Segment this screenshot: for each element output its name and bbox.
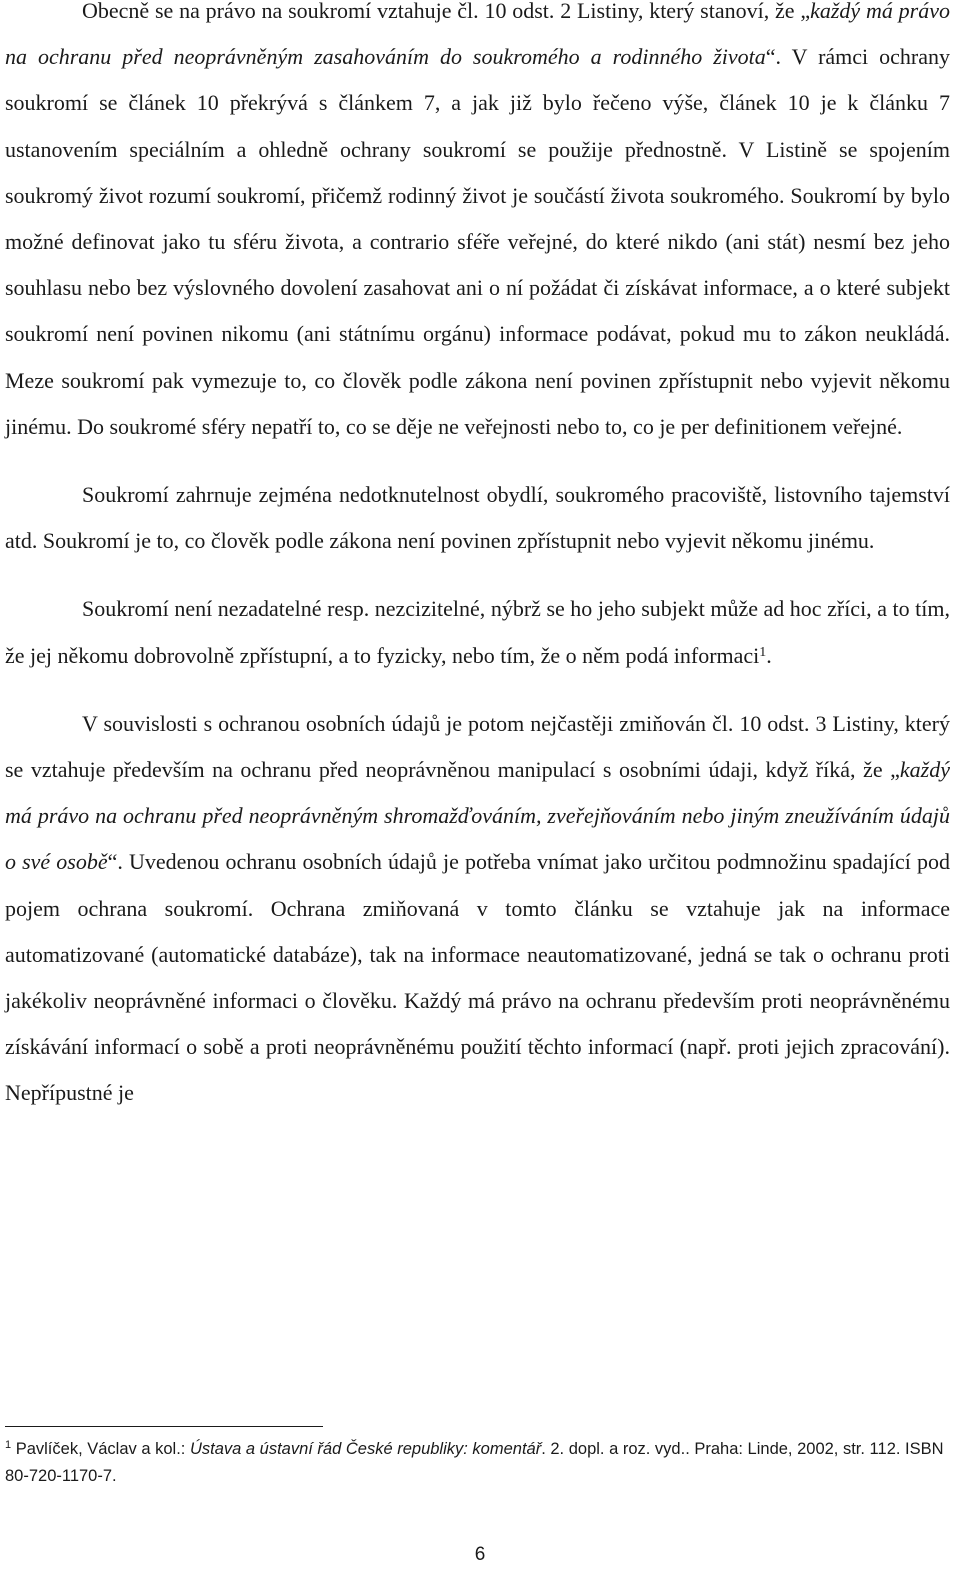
paragraph-text: “. Uvedenou ochranu osobních údajů je potřeba vnímat jako určitou podmnožinu spadající pod pojem ochrana soukromí. Ochrana zmiňovaná v tomto článku se vztahuje jak na informace automatizované (automatické databáze), tak na informace neautomatizované, jedná se tak o ochranu proti jakékoliv neoprávněné informaci o člověku. Každý má právo na ochranu především proti neoprávněnému získávání informací o sobě a proti neoprávněnému použití těchto informací (např. proti jejich zpracování). Nepřípustné je xyxy=(5,849,950,1106)
paragraph-text: “. V rámci ochrany soukromí se článek 10 překrývá s článkem 7, a jak již bylo řečeno výše, článek 10 je k článku 7 ustanovením speciálním a ohledně ochrany soukromí se použije přednostně. V Listině se spojením soukromý život rozumí soukromí, přičemž rodinný život je součástí života soukromého. Soukromí by bylo možné definovat jako tu sféru života, a contrario sféře veřejné, do které nikdo (ani stát) nesmí bez jeho souhlasu nebo bez výslovného dovolení zasahovat ani o ní požádat či získávat informace, a o které subjekt soukromí není povinen nikomu (ani státnímu orgánu) informace podávat, pokud mu to zákon neukládá. Meze soukromí pak vymezuje to, co člověk podle zákona není povinen zpřístupnit nebo vyjevit někomu jinému. Do soukromé sféry nepatří to, co se děje ne veřejnosti nebo to, co je per definitionem veřejné. xyxy=(5,44,950,439)
page-number: 6 xyxy=(474,1544,486,1565)
paragraph-text: Soukromí není nezadatelné resp. nezcizitelné, nýbrž se ho jeho subjekt může ad hoc zříci, a to tím, že jej někomu dobrovolně zpřístupní, a to fyzicky, nebo tím, že o něm podá informaci xyxy=(5,596,950,668)
paragraph xyxy=(5,586,950,678)
footnote-reference[interactable]: 1 xyxy=(759,644,767,660)
paragraph-text: Obecně se na právo na soukromí vztahuje čl. 10 odst. 2 Listiny, který stanoví, že „ xyxy=(82,0,811,23)
paragraph xyxy=(5,472,950,564)
paragraph-text: . xyxy=(766,642,772,668)
footnote-author: Pavlíček, Václav a kol.: xyxy=(11,1440,190,1458)
footnote-marker: 1 xyxy=(5,1439,12,1451)
paragraph xyxy=(5,0,950,450)
footnote xyxy=(5,1436,950,1490)
paragraph xyxy=(5,701,950,1117)
paragraph-text: V souvislosti s ochranou osobních údajů je potom nejčastěji zmiňován čl. 10 odst. 3 Listiny, který se vztahuje především na ochranu před neoprávněnou manipulací s osobními údaji, když říká, že „ xyxy=(5,710,950,783)
footnote-title: Ústava a ústavní řád České republiky: komentář xyxy=(189,1440,542,1458)
quoted-text: každý má právo na ochranu před neoprávněným zasahováním do soukromého a rodinného života xyxy=(5,0,950,70)
footnote-details: . 2. dopl. a roz. vyd.. Praha: Linde, 2002, str. 112. ISBN 80-720-1170-7. xyxy=(5,1440,944,1485)
paragraph-text: Soukromí zahrnuje zejména nedotknutelnost obydlí, soukromého pracoviště, listovního tajemství atd. Soukromí je to, co člověk podle zákona není povinen zpřístupnit nebo vyjevit někomu jinému. xyxy=(5,482,950,554)
quoted-text: každý má právo na ochranu před neoprávněným shromažďováním, zveřejňováním nebo jiným zneužíváním údajů o své osobě xyxy=(5,757,950,875)
footnote-separator xyxy=(5,1426,323,1427)
document-body xyxy=(5,0,950,1117)
